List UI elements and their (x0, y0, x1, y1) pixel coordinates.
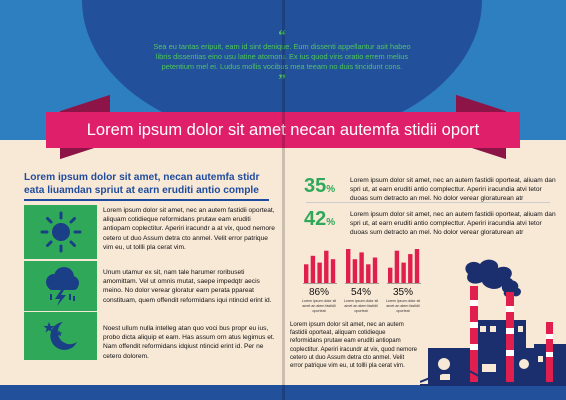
moon-stars-icon (39, 316, 83, 356)
chart-group-caption: oporteat (354, 309, 368, 313)
sun-icon (39, 210, 83, 254)
chart-bar (401, 263, 405, 283)
stat-1 (304, 175, 335, 198)
banner-title: Lorem ipsum dolor sit amet necan autemfa stidii oport (86, 120, 480, 139)
factory-illustration (420, 252, 566, 386)
body-paragraph-3: Noest ullum nulla intelleg atan quo voci bus propr eu ius, probo dicta aliquip et eam. Has assum orn atus legimus et. Nam offendit reformidans idqiust ntincid erint id. Per ne cetero dolorem. (103, 325, 275, 360)
chart-group-caption: Lorem ipsum dolor sit (385, 299, 421, 303)
chart-bar (366, 264, 370, 283)
stat-1-unit: % (326, 184, 336, 195)
stat-2 (304, 208, 335, 231)
chart-group-label: 86% (308, 287, 330, 298)
stat-2-value: 42 (304, 208, 327, 230)
chart-bar (388, 268, 392, 283)
left-heading: Lorem ipsum dolor sit amet, necan autemfa stidr eata liuamdan spriut at earn eruditi antio comple (24, 172, 260, 196)
chart-bar (324, 251, 328, 283)
quote-text: Sea eu tantas eripuit, eam id sint denique. Eum dissenti appellantur asit habeo libris dissentias eino usu latine atomoru. Ex ius quod viris oratio errem melius petentium mel ei. Ludus mollis vocibus mea teeam no duis tincidunt cons. (153, 42, 411, 71)
chart-group-caption: amet an atem fastidii (386, 304, 420, 308)
chart-bar (359, 252, 363, 283)
chart-group-caption: Lorem ipsum dolor sit (301, 299, 337, 303)
open-quote-mark: “ (278, 28, 286, 44)
moon-icon-tile (24, 312, 97, 360)
chart-group-label: 35% (392, 287, 414, 298)
chart-bar (373, 258, 377, 284)
sun-icon-tile (24, 205, 97, 259)
storm-cloud-icon (39, 265, 83, 307)
chart-bar (304, 264, 308, 283)
stat-divider (306, 202, 550, 203)
chart-bar (408, 254, 412, 283)
body-paragraph-2: Unum utamur ex sit, nam tale harumer roribuseti amomittam. Vel ut omnis mutat, saepe impedqtr aecis meino. No dolor verear gloratur earn perata ppareat constituam, quem offendit reformidans iqui ntincid erint id. (103, 269, 272, 304)
bar-chart-group (300, 245, 425, 321)
chart-group-label: 54% (350, 287, 372, 298)
chart-bar (317, 263, 321, 283)
storm-icon-tile (24, 261, 97, 311)
chart-bar (346, 249, 350, 283)
chart-group-caption: amet an atem fastidii (344, 304, 378, 308)
chart-caption: Lorem ipsum dolor sit amet, nec an autem fastidii oporteat, aliquam cotidieque reformidans prutaw eam eruditi antiopam coplectitur. Aperiri iracundr at vix, quod nemore cetero ut duo Assum detra cto anmel. Velit error patrique vim eu, ut tollli pla cerat vim. (290, 321, 418, 370)
stat-2-text: Lorem ipsum dolor sit amet, nec an autem fastidii oporteat, aliuam dan spri ut, at earn eruditi antio complecttur. Aperiri iracundia atvi tetor duoas sum detracto an mel. No dolor verear gloraturean atr (350, 211, 556, 237)
page-fold (282, 0, 285, 400)
chart-bar (331, 259, 335, 283)
stat-2-unit: % (326, 217, 336, 228)
heading-rule (24, 199, 269, 201)
stat-1-text: Lorem ipsum dolor sit amet, nec an autem fastidii oporteat, aliuam dan spri ut, at earn eruditi antio complecttur. Aperiri iracundia atvi tetor duoas sum detracto an mel. No dolor verear gloraturean atr (350, 177, 556, 203)
chart-bar (395, 251, 399, 283)
chart-bar (415, 249, 419, 283)
chart-group-caption: amet an atem fastidii (302, 304, 336, 308)
chart-group-caption: Lorem ipsum dolor sit (343, 299, 379, 303)
body-paragraph-1: Lorem ipsum dolor sit amet, nec an autem fastidii oporteat, aliquam cotidieque reformidans prutaw eam eruditi antiopam coplectitur. Aperiri iracundr a at vix, quod nemore cetero ut duo Assum detra cto anmel. Velit error patrique vim eu, ut tollli pla cerat vim. (103, 207, 275, 251)
close-quote-mark: ” (278, 72, 286, 89)
chart-bar (353, 259, 357, 283)
chart-bar (311, 256, 315, 283)
chart-group-caption: oporteat (396, 309, 410, 313)
stat-1-value: 35 (304, 175, 327, 197)
chart-group-caption: oporteat (312, 309, 326, 313)
